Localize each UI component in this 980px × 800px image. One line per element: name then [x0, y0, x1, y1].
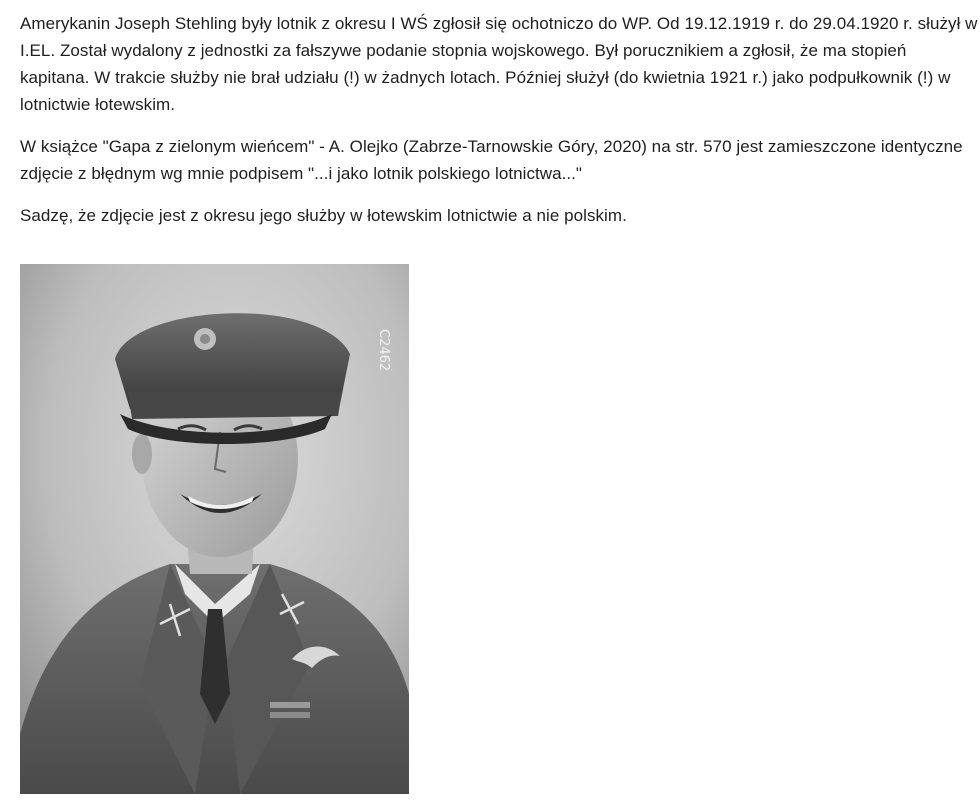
- post-paragraph-1: Amerykanin Joseph Stehling były lotnik z okresu I WŚ zgłosił się ochotniczo do WP. Od 19.12.1919 r. do 29.04.1920 r. służył w I.EL. Został wydalony z jednostki za fałszywe podanie stopnia wojskowego. Był porucznikiem a zgłosił, że ma stopień kapitana. W trakcie służby nie brał udziału (!) w żadnych lotach. Później służył (do kwietnia 1921 r.) jako podpułkownik (!) w lotnictwie łotewskim.: [20, 14, 978, 114]
- post-paragraph-3: Sadzę, że zdjęcie jest z okresu jego służby w łotewskim lotnictwie a nie polskim.: [20, 206, 627, 225]
- post-body: [20, 10, 978, 244]
- negative-number-text: C2462: [376, 329, 391, 372]
- post-paragraph-2: W książce "Gapa z zielonym wieńcem" - A. Olejko (Zabrze-Tarnowskie Góry, 2020) na str. 570 jest zamieszczone identyczne zdjęcie z błędnym wg mnie podpisem "...i jako lotnik polskiego lotnictwa...": [20, 137, 963, 183]
- portrait-photo[interactable]: [20, 264, 409, 794]
- portrait-photo-image: [20, 264, 409, 794]
